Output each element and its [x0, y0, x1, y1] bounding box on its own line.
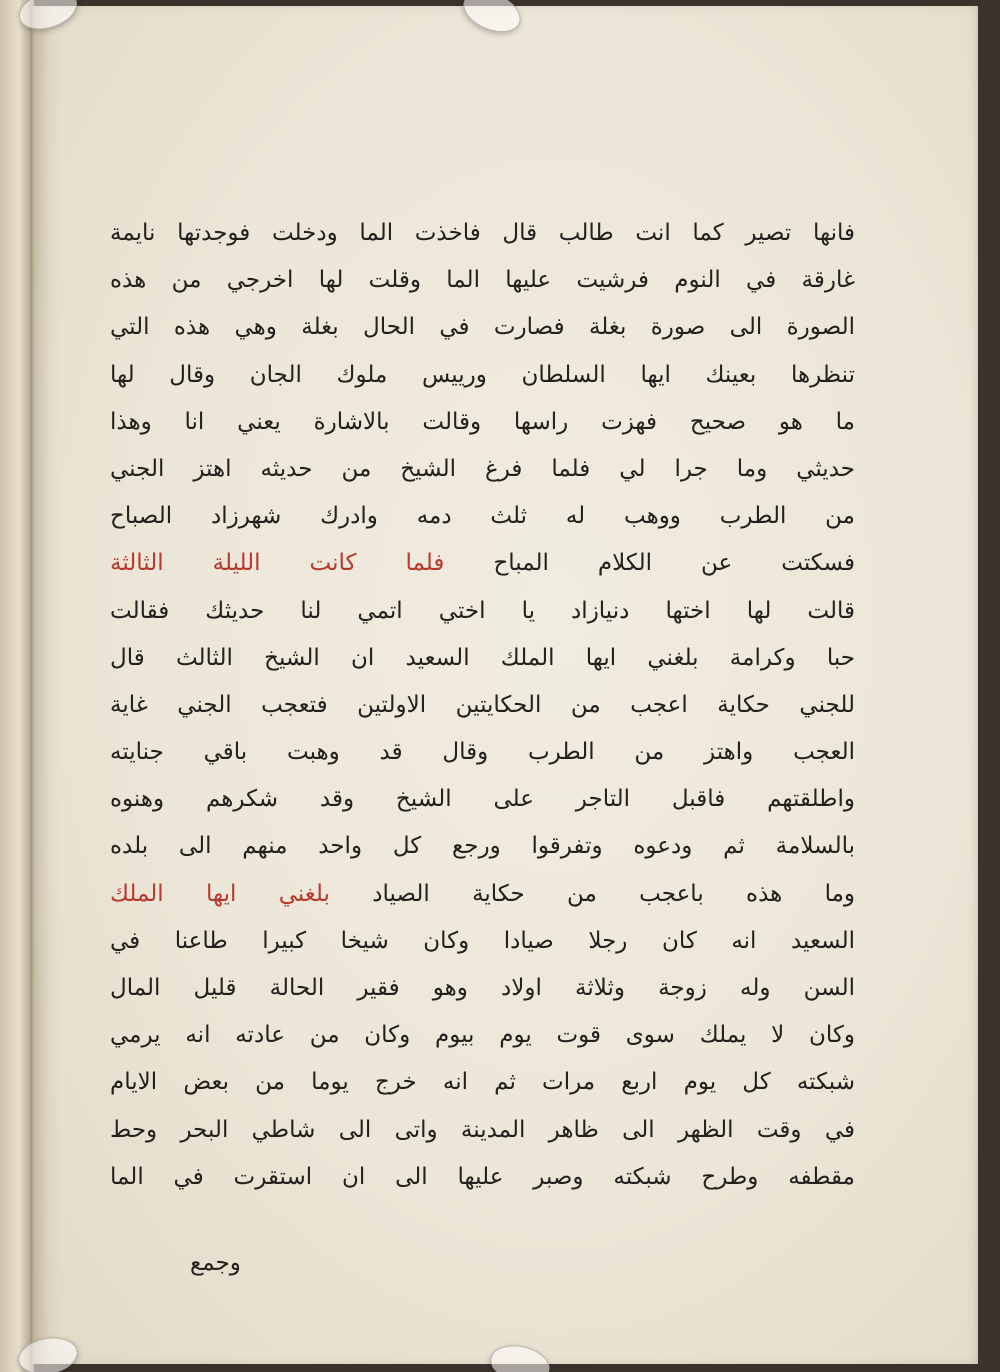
- manuscript-text-block: [110, 210, 855, 1201]
- text-line: شبكته كل يوم اربع مرات ثم انه خرج يوما من بعض الايام: [110, 1069, 855, 1096]
- text-line: فسكتت عن الكلام المباح فلما كانت الليلة الثالثة: [110, 550, 855, 577]
- text-line: حديثي وما جرا لي فلما فرغ الشيخ من حديثه اهتز الجني: [110, 455, 855, 482]
- catchword: وجمع: [190, 1250, 241, 1276]
- text-line: بالسلامة ثم ودعوه وتفرقوا ورجع كل واحد منهم الى بلده: [110, 833, 855, 860]
- rubric-heading: فلما كانت الليلة الثالثة: [110, 550, 445, 577]
- text-line: قالت لها اختها دنيازاد يا اختي اتمي لنا حديثك فقالت: [110, 597, 855, 624]
- rubric-heading: بلغني ايها الملك: [110, 880, 330, 907]
- text-line: تنظرها بعينك ايها السلطان ورييس ملوك الجان وقال لها: [110, 361, 855, 388]
- text-line: وكان لا يملك سوى قوت يوم بيوم وكان من عادته انه يرمي: [110, 1022, 855, 1049]
- text-line: فانها تصير كما انت طالب قال فاخذت الما ودخلت فوجدتها نايمة: [110, 220, 855, 246]
- text-line: في وقت الظهر الى ظاهر المدينة واتى الى شاطي البحر وحط: [110, 1116, 855, 1143]
- previous-page-edge: [0, 0, 34, 1372]
- text-line: للجني حكاية اعجب من الحكايتين الاولتين فتعجب الجني غاية: [110, 691, 855, 718]
- text-line: حبا وكرامة بلغني ايها الملك السعيد ان الشيخ الثالث قال: [110, 644, 855, 671]
- text-line: الصورة الى صورة بغلة فصارت في الحال بغلة وهي هذه التي: [110, 314, 855, 341]
- text-line: ما هو صحيح فهزت راسها وقالت بالاشارة يعني انا وهذا: [110, 408, 855, 435]
- text-line: واطلقتهم فاقبل التاجر على الشيخ وقد شكرهم وهنوه: [110, 786, 855, 813]
- text-line: السن وله زوجة وثلاثة اولاد وهو فقير الحالة قليل المال: [110, 975, 855, 1001]
- text-line: مقطفه وطرح شبكته وصبر عليها الى ان استقرت في الما: [110, 1163, 855, 1190]
- text-line: من الطرب ووهب له ثلث دمه وادرك شهرزاد الصباح: [110, 503, 855, 530]
- text-line: وما هذه باعجب من حكاية الصياد بلغني ايها الملك: [110, 880, 855, 907]
- text-line: العجب واهتز من الطرب وقال قد وهبت باقي جنايته: [110, 739, 855, 766]
- text-line: غارقة في النوم فرشيت عليها الما وقلت لها اخرجي من هذه: [110, 267, 855, 294]
- text-line: السعيد انه كان رجلا صيادا وكان شيخا كبيرا طاعنا في: [110, 927, 855, 954]
